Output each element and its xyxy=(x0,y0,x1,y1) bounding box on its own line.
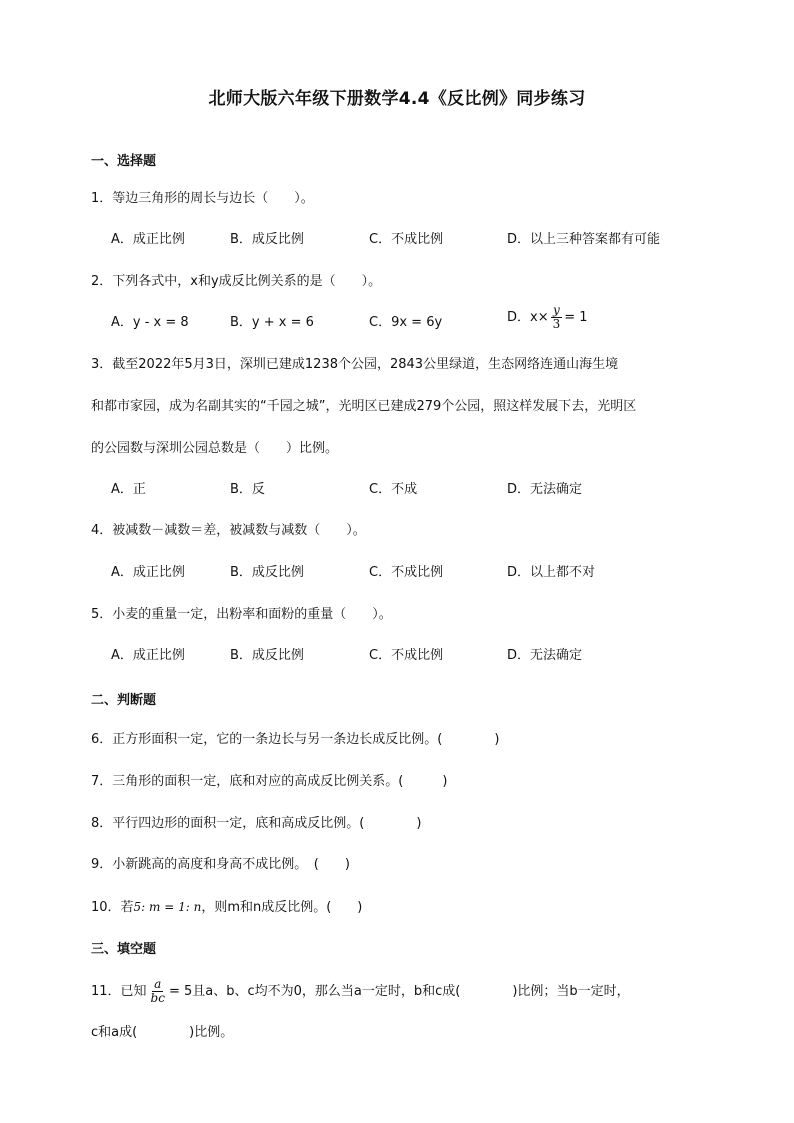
question-10-formula: 5: m = 1: n xyxy=(133,900,202,914)
question-4: 4．被减数－减数＝差，被减数与减数（ ）。 xyxy=(91,523,366,538)
question-8: 8．平行四边形的面积一定，底和高成反比例。( ) xyxy=(91,816,422,831)
option-d-prefix: D．x× xyxy=(507,310,549,325)
fraction-denominator: bc xyxy=(150,991,165,1005)
question-10-suffix: ，则m和n成反比例。( ) xyxy=(201,900,363,915)
option-a[interactable]: A．y - x = 8 xyxy=(111,315,189,330)
question-11-line-2: c和a成( )比例。 xyxy=(91,1025,234,1040)
fraction-y-over-3 xyxy=(551,304,563,331)
question-6: 6．正方形面积一定，它的一条边长与另一条边长成反比例。( ) xyxy=(91,732,500,747)
question-3-line-1: 3．截至2022年5月3日，深圳已建成1238个公园，2843公里绿道，生态网络连通山海生境 xyxy=(91,357,619,372)
question-3-line-3: 的公园数与深圳公园总数是（ ）比例。 xyxy=(91,441,339,456)
option-d[interactable] xyxy=(507,304,588,331)
question-1: 1．等边三角形的周长与边长（ ）。 xyxy=(91,191,314,206)
option-c[interactable]: C．不成比例 xyxy=(369,565,444,580)
question-3-line-2: 和都市家园，成为名副其实的“千园之城”，光明区已建成279个公园，照这样发展下去，光明区 xyxy=(91,399,637,414)
option-a[interactable]: A．正 xyxy=(111,482,146,497)
option-c[interactable]: C．不成 xyxy=(369,482,418,497)
option-b[interactable]: B．y + x = 6 xyxy=(230,315,314,330)
option-a[interactable]: A．成正比例 xyxy=(111,565,185,580)
fraction-numerator: y xyxy=(553,303,560,317)
option-d[interactable]: D．以上三种答案都有可能 xyxy=(507,232,661,247)
option-b[interactable]: B．成反比例 xyxy=(230,232,304,247)
option-d[interactable]: D．无法确定 xyxy=(507,482,583,497)
option-b[interactable]: B．成反比例 xyxy=(230,648,304,663)
option-c[interactable]: C．不成比例 xyxy=(369,232,444,247)
option-c[interactable]: C．不成比例 xyxy=(369,648,444,663)
fraction-denominator: 3 xyxy=(552,317,561,331)
question-11-suffix: = 5且a、b、c均不为0，那么当a一定时，b和c成( )比例；当b一定时， xyxy=(168,984,630,999)
section-heading-choice: 一、选择题 xyxy=(91,154,157,169)
fraction-a-over-bc xyxy=(149,978,167,1005)
option-b[interactable]: B．成反比例 xyxy=(230,565,304,580)
question-9: 9．小新跳高的高度和身高不成比例。 ( ) xyxy=(91,857,350,872)
option-b[interactable]: B．反 xyxy=(230,482,265,497)
option-d-suffix: = 1 xyxy=(564,310,588,325)
question-7: 7．三角形的面积一定，底和对应的高成反比例关系。( ) xyxy=(91,774,448,789)
fraction-numerator: a xyxy=(154,977,162,991)
option-c[interactable]: C．9x = 6y xyxy=(369,315,443,330)
section-heading-judgment: 二、判断题 xyxy=(91,693,157,708)
option-d[interactable]: D．以上都不对 xyxy=(507,565,596,580)
question-11-line-1 xyxy=(91,978,630,1005)
section-heading-fill: 三、填空题 xyxy=(91,942,157,957)
question-2: 2．下列各式中，x和y成反比例关系的是（ ）。 xyxy=(91,274,382,289)
page-title: 北师大版六年级下册数学4.4《反比例》同步练习 xyxy=(208,89,586,109)
question-11-prefix: 11．已知 xyxy=(91,984,147,999)
question-5: 5．小麦的重量一定，出粉率和面粉的重量（ ）。 xyxy=(91,607,392,622)
option-a[interactable]: A．成正比例 xyxy=(111,232,185,247)
question-10 xyxy=(91,898,362,917)
question-10-prefix: 10．若 xyxy=(91,900,134,915)
option-d[interactable]: D．无法确定 xyxy=(507,648,583,663)
option-a[interactable]: A．成正比例 xyxy=(111,648,185,663)
